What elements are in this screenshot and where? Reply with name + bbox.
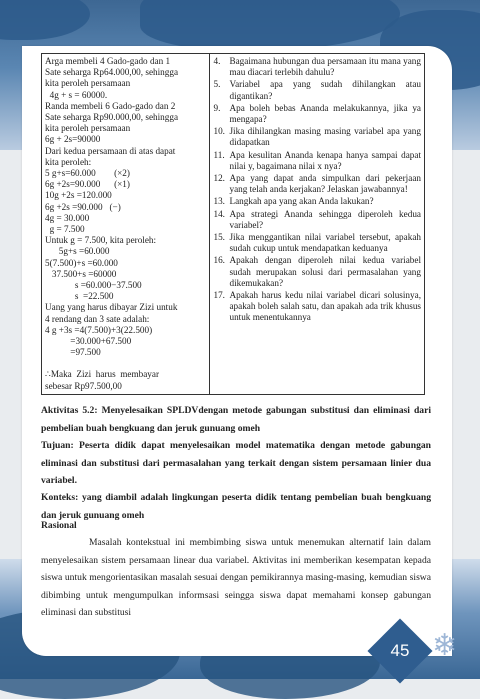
solution-line: 6g +2s =90.000 (−) — [45, 201, 121, 212]
question-number: 4. — [213, 56, 221, 66]
question-number: 16. — [213, 255, 225, 266]
solution-line: Dari kedua persamaan di atas dapat — [45, 145, 176, 156]
question-number: 12. — [213, 173, 225, 184]
question-item — [213, 290, 421, 324]
solution-line: 37.500+s =60000 — [45, 268, 117, 279]
context-text: Konteks: yang diambil adalah lingkungan peserta didik tentang pembelian buah bengkuang dan jeruk gunuang omeh — [41, 492, 431, 521]
question-item — [213, 56, 421, 78]
question-number: 13. — [213, 196, 225, 207]
question-text: Apa boleh bebas Ananda melakukannya, jika ya mengapa? — [229, 102, 421, 125]
solution-line: 4g = 30.000 — [45, 212, 90, 223]
solution-line: 4 rendang dan 3 sate adalah: — [45, 313, 150, 324]
solution-line: Sate seharga Rp90.000,00, sehingga — [45, 112, 179, 123]
question-text: Bagaimana hubungan dua persamaan itu mana yang mau diacari terlebih dahulu? — [229, 56, 421, 78]
solution-line: Untuk g = 7.500, kita peroleh: — [45, 235, 157, 246]
question-item — [213, 232, 421, 254]
question-list — [213, 56, 421, 324]
page-number: 45 — [390, 641, 410, 660]
question-text: Apa kesulitan Ananda kenapa hanya sampai dapat nilai y, bagaimana nilai x nya? — [229, 149, 421, 171]
solution-line: sebesar Rp97.500,00 — [45, 380, 122, 391]
question-number: 11. — [213, 149, 225, 160]
question-item — [213, 126, 421, 148]
solution-line: 4 g +3s =4(7.500)+3(22.500) — [45, 324, 153, 335]
solution-line: 6g +2s=90.000 (×1) — [45, 179, 130, 190]
worked-example-table — [41, 53, 425, 395]
solution-line: 5(7.500)+s =60.000 — [45, 257, 118, 268]
question-number: 10. — [213, 126, 225, 137]
question-item — [213, 196, 421, 207]
question-text: Langkah apa yang akan Anda lakukan? — [229, 196, 374, 207]
solution-line: Sate seharga Rp64.000,00, sehingga — [45, 67, 179, 78]
solution-line: g = 7.500 — [45, 224, 85, 235]
question-number: 5. — [213, 79, 221, 90]
solution-line: 10g +2s =120.000 — [45, 190, 112, 201]
question-text: Jika menggantikan nilai variabel tersebut, apakah sudah cukup untuk mendapatkan keduanya — [229, 232, 421, 254]
question-number: 15. — [213, 232, 225, 243]
activity-heading: Aktivitas 5.2: Menyelesaikan SPLDVdengan metode gabungan substitusi dan eliminasi dari pembelian buah bengkuang dan jeruk gunuang omeh — [41, 405, 431, 434]
question-text: Apa strategi Ananda sehingga diperoleh kedua variabel? — [229, 208, 421, 230]
objective-text: Tujuan: Peserta didik dapat menyelesaikan model matematika dengan metode gabungan eliminasi dan substitusi dari permasalahan yang terkait dengan sistem persamaan linier dua variabel. — [41, 440, 431, 486]
solution-line: =30.000+67.500 — [45, 336, 132, 347]
solution-line: s =60.000−37.500 — [45, 280, 142, 291]
solution-line: 4g + s = 60000. — [45, 89, 108, 100]
solution-line: kita peroleh persamaan — [45, 123, 131, 134]
question-item — [213, 173, 421, 195]
question-text: Apa yang dapat anda simpulkan dari pekerjaan yang telah anda kerjakan? Jelaskan jawabannya! — [229, 173, 421, 195]
solution-line: 5 g+s=60.000 (×2) — [45, 168, 130, 179]
solution-line: kita peroleh: — [45, 156, 92, 167]
solution-line: s =22.500 — [45, 291, 114, 302]
solution-column — [42, 54, 210, 395]
question-item — [213, 255, 421, 289]
question-item — [213, 79, 421, 101]
solution-lines — [45, 56, 206, 392]
question-text: Jika dihilangkan masing masing variabel apa yang didapatkan — [229, 126, 421, 148]
question-text: Variabel apa yang sudah dihilangkan atau digantikan? — [229, 79, 421, 101]
question-text: Apakah harus kedu nilai variabel dicari solusinya, apakah boleh salah satu, dan apakah ada trik khusus untuk menentukannya — [229, 290, 421, 323]
solution-line: Uang yang harus dibayar Zizi untuk — [45, 302, 178, 313]
solution-line: 5g+s =60.000 — [45, 246, 110, 257]
question-number: 9. — [213, 102, 221, 113]
rationale-paragraph: Masalah kontekstual ini membimbing siswa untuk menemukan alternatif lain dalam menyelesaikan sistem persamaan linear dua variabel. Aktivitas ini memberikan kesempatan kepada siswa untuk mengorientasikan masalah sesuai dengan pemikirannya masing-masing, kemudian siswa dibimbing untuk mengumpulkan informsasi seingga siswa dapat memahami konsep gabungan eliminasi dan substitusi — [41, 537, 431, 618]
solution-line: ∴Maka Zizi harus membayar — [45, 369, 160, 380]
question-item — [213, 209, 421, 231]
question-item — [213, 150, 421, 172]
snowflake-icon: ❄ — [432, 628, 458, 663]
question-item — [213, 103, 421, 125]
solution-line: kita peroleh persamaan — [45, 78, 131, 89]
questions-column — [210, 54, 425, 395]
solution-line: =97.500 — [45, 347, 101, 358]
solution-line: Arga membeli 4 Gado-gado dan 1 — [45, 56, 171, 66]
solution-line: Randa membeli 6 Gado-gado dan 2 — [45, 100, 176, 111]
rationale-label: Rasional — [41, 520, 77, 531]
question-number: 17. — [213, 290, 225, 301]
solution-line: 6g + 2s=90000 — [45, 134, 101, 145]
question-number: 14. — [213, 208, 225, 219]
question-text: Apakah dengan diperoleh nilai kedua variabel sudah merupakan solusi dari permasalahan yang dikemukakan? — [229, 255, 421, 288]
solution-line — [45, 358, 206, 369]
